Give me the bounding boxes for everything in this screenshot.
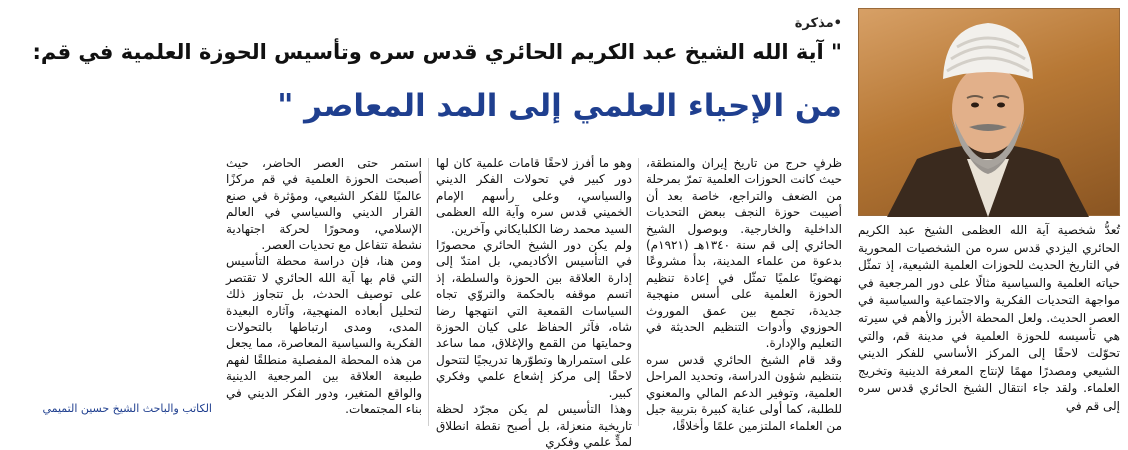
- section-kicker: •مذكرة: [794, 16, 842, 31]
- paragraph: استمر حتى العصر الحاضر، حيث أصبحت الحوزة العلمية في قم مركزًا عالميًا للفكر الشيعي، ومؤثرة في صنع القرار الديني والسياسي في العالم الإسلامي، ومحورًا لحركة اجتهادية نشطة تتفاعل مع تحديات العصر.: [226, 156, 422, 253]
- paragraph: وهو ما أفرز لاحقًا قامات علمية كان لها دور كبير في تحولات الفكر الديني والسياسي، وعلى رأسهم الإمام الخميني قدس سره وآية الله العظمى السيد محمد رضا الكلبايكاني وآخرين.: [436, 156, 632, 236]
- paragraph: وقد قام الشيخ الحائري قدس سره بتنظيم شؤون الدراسة، وتحديد المراحل العلمية، وتوفير الدعم المالي والمعنوي للطلبة، كما أولى عناية كبيرة بتربية جيل من العلماء الملتزمين علمًا وأخلاقًا،: [646, 352, 842, 433]
- paragraph: ظرفٍ حرج من تاريخ إيران والمنطقة، حيث كانت الحوزات العلمية تمرّ بمرحلة من الضعف والتراجع، خاصة بعد أن أصيبت حوزة النجف ببعض التحديات الداخلية والخارجية. وبوصول الشيخ الحائري إلى قم سنة ١٣٤٠هـ (١٩٢١م) بدعوة من علماء المدينة، بدأ مشروعًا نهضويًا علميًا تمثّل في إعادة تنظيم الحوزة العلمية على أسس منهجية جديدة، تجمع بين عمق الموروث الحوزوي وأدوات التنظيم الحديثة في التعليم والإدارة.: [646, 156, 843, 351]
- paragraph: ولم يكن دور الشيخ الحائري محصورًا في التأسيس الأكاديمي، بل امتدّ إلى إدارة العلاقة بين الحوزة والسلطة، إذ اتسم موقفه بالحكمة والتروّي تجاه السياسات القمعية التي انتهجها رضا شاه، فآثر الحفاظ على كيان الحوزة وحمايتها من القمع والإغلاق، مما ساعد على استمرارها وتطوّرها تدريجيًا لتتحول لاحقًا إلى مركز إشعاع علمي وفكري كبير.: [436, 238, 632, 400]
- body-column-3: [226, 155, 422, 430]
- portrait-caption: تُعدُّ شخصية آية الله العظمى الشيخ عبد الكريم الحائري اليزدي قدس سره من الشخصيات المحورية في التاريخ الحديث للحوزات العلمية الشيعية، إذ تمثّل حياته العلمية والسياسية مثالًا على دور المرجعية في مواجهة التحديات الفكرية والاجتماعية والسياسية في العصر الحديث. ولعل المحطة الأبرز والأهم في سيرته هي تأسيسه للحوزة العلمية في مدينة قم، والتي تحوّلت لاحقًا إلى المركز الأساسي للفكر الديني الشيعي ومصدرًا مهمًا لإنتاج المعرفة الدينية وتخريج العلماء. ولقد جاء انتقال الشيخ الحائري قدس سره إلى قم في: [858, 223, 1120, 413]
- portrait-illustration: [857, 9, 1119, 217]
- portrait-photo: [858, 8, 1120, 216]
- body-column-1: [646, 155, 843, 433]
- portrait-column: [858, 8, 1120, 438]
- author-byline: الكاتب والباحث الشيخ حسين التميمي: [42, 402, 212, 415]
- paragraph: وهذا التأسيس لم يكن مجرّد لحظة تاريخية منعزلة، بل أصبح نقطة انطلاق لمدٍّ علمي وفكري: [436, 402, 632, 449]
- body-column-2: [436, 155, 632, 449]
- column-divider: [638, 158, 639, 426]
- headline-secondary: من الإحياء العلمي إلى المد المعاصر ": [277, 88, 842, 124]
- headline-primary: " آية الله الشيخ عبد الكريم الحائري قدس سره وتأسيس الحوزة العلمية في قم:: [32, 40, 842, 64]
- paragraph: ومن هنا، فإن دراسة محطة التأسيس التي قام بها آية الله الحائري لا تقتصر على توصيف الحدث، بل تتجاوز ذلك لتحليل أبعاده المنهجية، وآثاره البعيدة المدى، ومدى ارتباطها بالتحولات الفكرية والسياسية المعاصرة، مما يجعل من هذه المحطة المفصلية منطلقًا لفهم طبيعة العلاقة بين المرجعية الدينية والواقع المتغير، ودور الفكر الديني في بناء المجتمعات.: [226, 254, 422, 417]
- column-divider: [428, 158, 429, 426]
